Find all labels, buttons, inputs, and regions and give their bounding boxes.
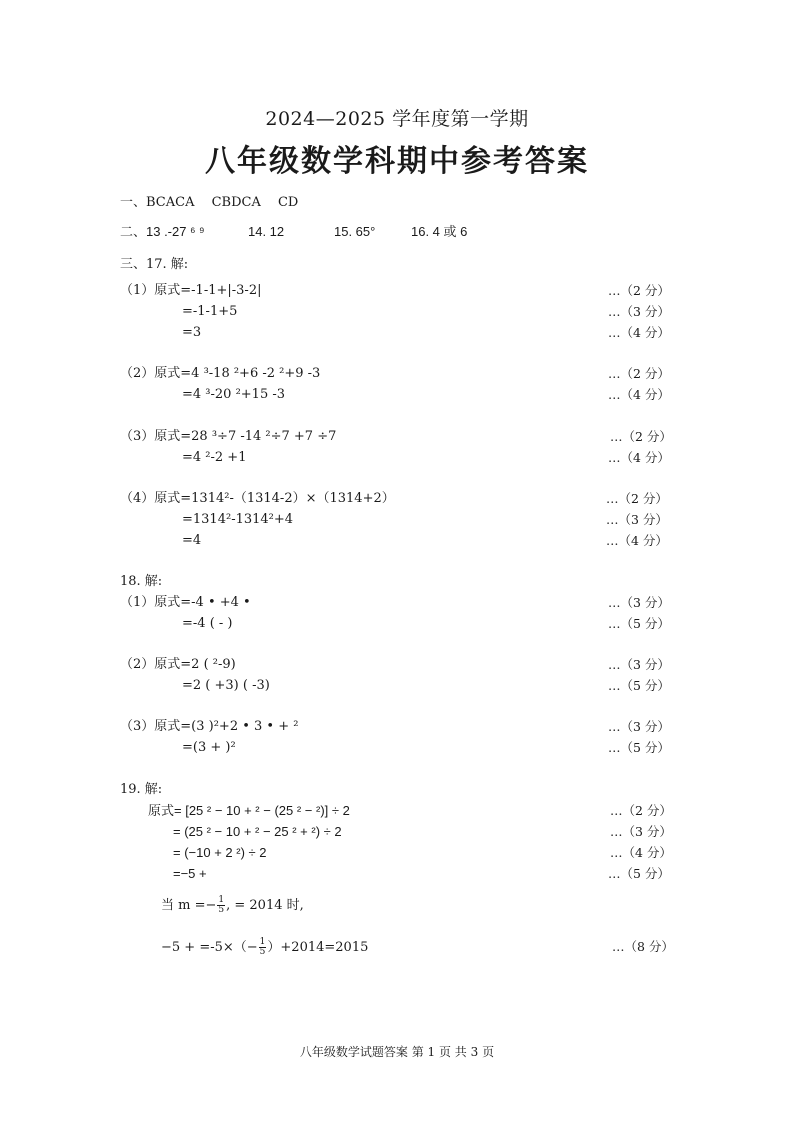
q17-p1-score3: …（4 分） <box>608 325 670 340</box>
section2-q15: 15. 65° <box>334 224 376 239</box>
q19-condition-pre: 当 m =− <box>161 898 217 913</box>
q17-p1-line3: =3 <box>182 325 202 340</box>
fraction-denominator: 5 <box>218 905 225 915</box>
q17-p2-line1: （2）原式=4 ³-18 ²+6 -2 ²+9 -3 <box>120 366 321 381</box>
q17-p4-score1: …（2 分） <box>606 491 668 506</box>
q17-p1-line1: （1）原式=-1-1+|-3-2| <box>120 283 262 298</box>
q17-p4-line1: （4）原式=1314²-（1314-2）×（1314+2） <box>120 491 395 506</box>
fraction-numerator: 1 <box>218 895 225 905</box>
section2-q14: 14. 12 <box>248 224 285 239</box>
year-semester-line: 2024—2025 学年度第一学期 <box>265 108 529 130</box>
q17-p4-line3: =4 <box>182 533 202 548</box>
q18-p1-score1: …（3 分） <box>608 595 670 610</box>
fraction-denominator: 5 <box>259 947 266 957</box>
q18-p2-score2: …（5 分） <box>608 678 670 693</box>
q19-score2: …（3 分） <box>610 824 672 839</box>
q18-p2-line2: =2 ( +3) ( -3) <box>182 678 270 693</box>
q19-final-score: …（8 分） <box>612 939 674 954</box>
q19-line1: 原式= [25 ² − 10 + ² − (25 ² − ²)] ÷ 2 <box>148 803 350 818</box>
q18-p3-line1: （3）原式=(3 )²+2 • 3 • + ² <box>120 719 299 734</box>
q18-p3-score1: …（3 分） <box>608 719 670 734</box>
q19-line3: = (−10 + 2 ²) ÷ 2 <box>173 845 267 860</box>
q18-p3-line2: =(3 + )² <box>182 740 236 755</box>
q19-condition <box>161 896 304 915</box>
q18-p2-line1: （2）原式=2 ( ²-9) <box>120 657 236 672</box>
q17-p2-score1: …（2 分） <box>608 366 670 381</box>
section3-heading: 三、17. 解: <box>120 257 189 272</box>
section2-prefix: 二、 <box>120 224 147 239</box>
q17-p1-score2: …（3 分） <box>608 304 670 319</box>
q17-p4-line2: =1314²-1314²+4 <box>182 512 294 527</box>
q18-p1-line1: （1）原式=-4 • +4 • <box>120 595 251 610</box>
q19-heading: 19. 解: <box>120 782 163 797</box>
fraction <box>217 896 225 915</box>
q17-p3-score1: …（2 分） <box>610 429 672 444</box>
q17-p4-score3: …（4 分） <box>606 533 668 548</box>
q19-line4: =−5 + <box>173 866 207 881</box>
q18-p2-score1: …（3 分） <box>608 657 670 672</box>
q17-p2-score2: …（4 分） <box>608 387 670 402</box>
q19-score1: …（2 分） <box>610 803 672 818</box>
q17-p4-score2: …（3 分） <box>606 512 668 527</box>
q19-line2: = (25 ² − 10 + ² − 25 ² + ²) ÷ 2 <box>173 824 342 839</box>
q17-p2-line2: =4 ³-20 ²+15 -3 <box>182 387 286 402</box>
q19-final-pre: −5 + =-5×（− <box>161 940 258 955</box>
section1-answers: 一、BCACA CBDCA CD <box>120 195 299 210</box>
q18-p1-score2: …（5 分） <box>608 616 670 631</box>
q17-p3-line2: =4 ²-2 +1 <box>182 450 247 465</box>
q18-p3-score2: …（5 分） <box>608 740 670 755</box>
q17-p3-line1: （3）原式=28 ³÷7 -14 ²÷7 +7 ÷7 <box>120 429 337 444</box>
q17-p3-score2: …（4 分） <box>608 450 670 465</box>
page-footer: 八年级数学试题答案 第 1 页 共 3 页 <box>299 1045 495 1059</box>
q19-score4: …（5 分） <box>608 866 670 881</box>
q17-p1-score1: …（2 分） <box>608 283 670 298</box>
q19-final-post: ）+2014=2015 <box>267 940 369 955</box>
q19-condition-post: , = 2014 时, <box>226 898 304 913</box>
q19-score3: …（4 分） <box>610 845 672 860</box>
section2-q13: 13 .-27 ⁶ ⁹ <box>146 224 205 239</box>
q17-p1-line2: =-1-1+5 <box>182 304 238 319</box>
fraction-numerator: 1 <box>259 937 266 947</box>
q18-p1-line2: =-4 ( - ) <box>182 616 233 631</box>
q18-heading: 18. 解: <box>120 574 163 589</box>
fraction <box>259 938 267 957</box>
page-title: 八年级数学科期中参考答案 <box>205 144 589 179</box>
q19-final <box>161 938 368 957</box>
section2-q16: 16. 4 或 6 <box>411 224 468 239</box>
